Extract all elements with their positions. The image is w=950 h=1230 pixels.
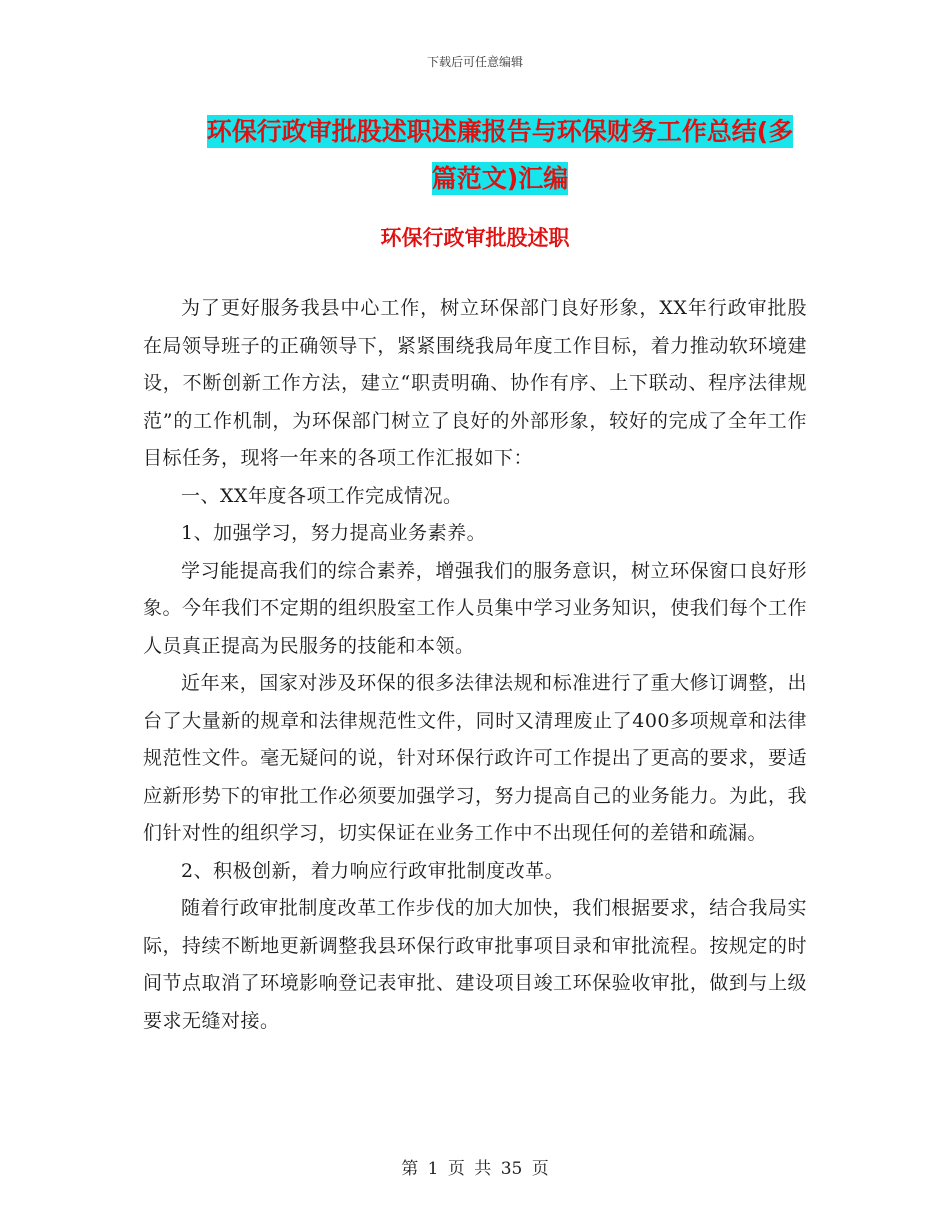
paragraph: 近年来，国家对涉及环保的很多法律法规和标准进行了重大修订调整，出台了大量新的规章和法律规范性文件，同时又清理废止了400多项规章和法律规范性文件。毫无疑问的说，针对环保行政许可工作提出了更高的要求，要适应新形势下的审批工作必须要加强学习，努力提高自己的业务能力。为此，我们针对性的组织学习，切实保证在业务工作中不出现任何的差错和疏漏。 (143, 672, 807, 844)
page-number: 第 1 页 共 35 页 (401, 1159, 549, 1179)
document-title (150, 108, 850, 202)
paragraph: 学习能提高我们的综合素养，增强我们的服务意识，树立环保窗口良好形象。今年我们不定期的组织股室工作人员集中学习业务知识，使我们每个工作人员真正提高为民服务的技能和本领。 (143, 559, 807, 657)
document-title-line-1: 环保行政审批股述职述廉报告与环保财务工作总结(多 (206, 117, 794, 146)
header-note: 下载后可任意编辑 (426, 55, 523, 69)
section-title: 环保行政审批股述职 (380, 226, 570, 250)
paragraph: 一、XX年度各项工作完成情况。 (181, 484, 463, 507)
paragraph: 2、积极创新，着力响应行政审批制度改革。 (181, 859, 565, 882)
document-body (143, 290, 807, 1040)
paragraph: 为了更好服务我县中心工作，树立环保部门良好形象，XX年行政审批股在局领导班子的正确领导下，紧紧围绕我局年度工作目标，着力推动软环境建设，不断创新工作方法，建立“职责明确、协作有序、上下联动、程序法律规范”的工作机制，为环保部门树立了良好的外部形象，较好的完成了全年工作目标任务，现将一年来的各项工作汇报如下： (143, 297, 807, 469)
document-title-line-2: 篇范文)汇编 (431, 164, 569, 193)
paragraph: 随着行政审批制度改革工作步伐的加大加快，我们根据要求，结合我局实际，持续不断地更新调整我县环保行政审批事项目录和审批流程。按规定的时间节点取消了环境影响登记表审批、建设项目竣工环保验收审批，做到与上级要求无缝对接。 (143, 897, 807, 1032)
paragraph: 1、加强学习，努力提高业务素养。 (181, 522, 487, 544)
